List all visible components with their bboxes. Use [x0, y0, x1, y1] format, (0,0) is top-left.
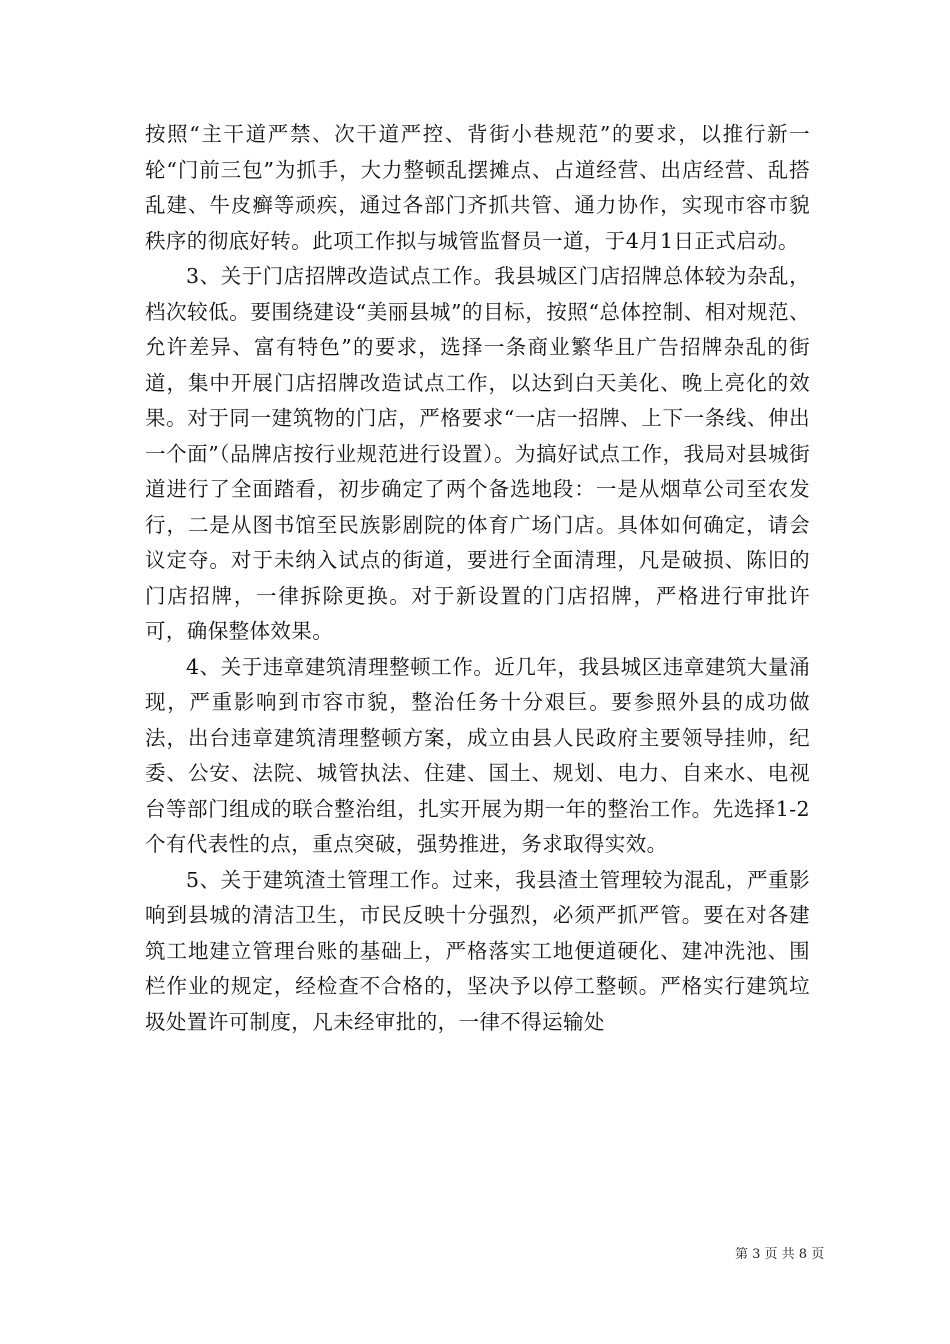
document-body	[145, 117, 810, 1040]
paragraph-construction-waste: 5、关于建筑渣土管理工作。过来，我县渣土管理较为混乱，严重影响到县城的清洁卫生，市民反映十分强烈，必须严抓严管。要在对各建筑工地建立管理台账的基础上，严格落实工地便道硬化、建冲洗池、围栏作业的规定，经检查不合格的，坚决予以停工整顿。严格实行建筑垃圾处置许可制度，凡未经审批的，一律不得运输处	[145, 867, 810, 1034]
paragraph-illegal-buildings: 4、关于违章建筑清理整顿工作。近几年，我县城区违章建筑大量涌现，严重影响到市容市貌，整治任务十分艰巨。要参照外县的成功做法，出台违章建筑清理整顿方案，成立由县人民政府主要领导挂帅，纪委、公安、法院、城管执法、住建、国土、规划、电力、自来水、电视台等部门组成的联合整治组，扎实开展为期一年的整治工作。先选择1-2个有代表性的点，重点突破，强势推进，务求取得实效。	[145, 654, 810, 856]
paragraph-shop-signs: 3、关于门店招牌改造试点工作。我县城区门店招牌总体较为杂乱，档次较低。要围绕建设“美丽县城”的目标，按照“总体控制、相对规范、允许差异、富有特色”的要求，选择一条商业繁华且广告招牌杂乱的街道，集中开展门店招牌改造试点工作，以达到白天美化、晚上亮化的效果。对于同一建筑物的门店，严格要求“一店一招牌、上下一条线、伸出一个面”（品牌店按行业规范进行设置）。为搞好试点工作，我局对县城街道进行了全面踏看，初步确定了两个备选地段：一是从烟草公司至农发行，二是从图书馆至民族影剧院的体育广场门店。具体如何确定，请会议定夺。对于未纳入试点的街道，要进行全面清理，凡是破损、陈旧的门店招牌，一律拆除更换。对于新设置的门店招牌，严格进行审批许可，确保整体效果。	[145, 264, 810, 643]
page-number-footer: 第 3 页 共 8 页	[735, 1247, 825, 1262]
paragraph-continuation: 按照“主干道严禁、次干道严控、背街小巷规范”的要求，以推行新一轮“门前三包”为抓手，大力整顿乱摆摊点、占道经营、出店经营、乱搭乱建、牛皮癣等顽疾，通过各部门齐抓共管、通力协作，实现市容市貌秩序的彻底好转。此项工作拟与城管监督员一道，于4月1日正式启动。	[145, 122, 810, 253]
